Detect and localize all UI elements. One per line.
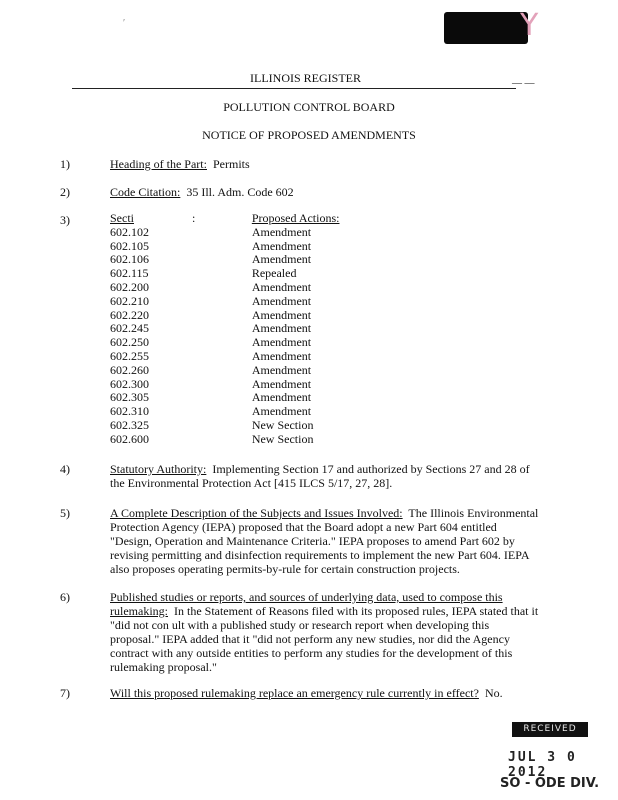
sections-header-left: Secti : — [110, 211, 196, 225]
section-row — [110, 309, 370, 323]
section-row — [110, 336, 370, 350]
item-5-line2: Protection Agency (IEPA) proposed that the Board adopt a new Part 604 entitled — [110, 520, 497, 534]
item-6-number: 6) — [60, 590, 70, 604]
section-action: Amendment — [251, 335, 312, 350]
item-7-number: 7) — [60, 686, 70, 700]
item-1-label: Heading of the Part: — [110, 157, 207, 171]
section-action: New Section — [251, 431, 314, 446]
item-1-text: Permits — [212, 157, 250, 171]
item-5-line1: The Illinois Environmental — [408, 506, 539, 520]
section-number: 602.250 — [110, 335, 149, 350]
section-action: Amendment — [251, 376, 312, 391]
item-5 — [110, 506, 550, 576]
item-6-line5: contract with any outside entities to perform any studies for the development of this — [110, 646, 513, 660]
section-action: Amendment — [251, 279, 312, 294]
sections-table — [110, 212, 370, 447]
section-row — [110, 433, 370, 447]
item-6-line3: "did not con ult with a published study or research report when developing this — [110, 618, 490, 632]
sections-table-header — [110, 212, 370, 226]
item-6-line6: rulemaking proposal." — [110, 660, 217, 674]
item-5-label: A Complete Description of the Subjects and Issues Involved: — [110, 506, 403, 520]
section-row — [110, 295, 370, 309]
date-stamp: JUL 3 0 2012 — [508, 750, 577, 780]
section-row — [110, 419, 370, 433]
register-title: ILLINOIS REGISTER — [250, 71, 361, 85]
item-2-label: Code Citation: — [110, 185, 181, 199]
section-row — [110, 267, 370, 281]
section-row — [110, 350, 370, 364]
item-3-number: 3) — [60, 213, 70, 227]
section-number: 602.305 — [110, 390, 149, 405]
section-number: 602.255 — [110, 348, 149, 363]
section-number: 602.260 — [110, 362, 149, 377]
sections-rows — [110, 226, 370, 447]
item-1-number: 1) — [60, 157, 70, 171]
section-action: Amendment — [251, 404, 312, 419]
section-action: Amendment — [251, 224, 312, 239]
item-5-number: 5) — [60, 506, 70, 520]
section-action: Amendment — [251, 390, 312, 405]
item-5-line3: "Design, Operation and Maintenance Criteria." IEPA proposes to amend Part 602 by — [110, 534, 515, 548]
section-action: New Section — [251, 417, 314, 432]
sections-header-right: Proposed Actions: — [251, 211, 340, 225]
section-row — [110, 253, 370, 267]
item-5-line4: revising permitting and disinfection requirements to implement the new Part 604. IEPA — [110, 548, 530, 562]
item-6 — [110, 590, 550, 674]
section-number: 602.115 — [110, 266, 149, 281]
section-row — [110, 364, 370, 378]
section-number: 602.106 — [110, 252, 149, 267]
item-4-line2: the Environmental Protection Act [415 ILCS 5/17, 27, 28]. — [110, 476, 393, 490]
section-action: Amendment — [251, 238, 312, 253]
section-row — [110, 240, 370, 254]
board-title: POLLUTION CONTROL BOARD — [223, 100, 395, 114]
section-action: Amendment — [251, 362, 312, 377]
section-number: 602.220 — [110, 307, 149, 322]
received-stamp: RECEIVED — [512, 722, 588, 737]
scan-mark: ′ — [123, 18, 126, 29]
item-7-answer: No. — [484, 686, 503, 700]
section-number: 602.300 — [110, 376, 149, 391]
section-number: 602.105 — [110, 238, 149, 253]
notice-title: NOTICE OF PROPOSED AMENDMENTS — [202, 128, 416, 142]
item-1 — [110, 157, 250, 172]
section-action: Amendment — [251, 252, 312, 267]
section-number: 602.325 — [110, 417, 149, 432]
section-row — [110, 405, 370, 419]
item-4-line1: Implementing Section 17 and authorized by Sections 27 and 28 of — [212, 462, 530, 476]
section-action: Amendment — [251, 293, 312, 308]
item-6-label-2: rulemaking: — [110, 604, 168, 618]
item-4 — [110, 462, 550, 490]
item-2 — [110, 185, 294, 200]
section-action: Amendment — [251, 348, 312, 363]
item-7-label: Will this proposed rulemaking replace an emergency rule currently in effect? — [110, 686, 479, 700]
section-number: 602.310 — [110, 404, 149, 419]
section-row — [110, 322, 370, 336]
item-6-label-1: Published studies or reports, and sources of underlying data, used to compose this — [110, 590, 503, 604]
item-6-line2: In the Statement of Reasons filed with its proposed rules, IEPA stated that it — [173, 604, 539, 618]
section-action: Amendment — [251, 321, 312, 336]
section-action: Amendment — [251, 307, 312, 322]
section-number: 602.600 — [110, 431, 149, 446]
section-number: 602.102 — [110, 224, 149, 239]
section-row — [110, 378, 370, 392]
header-dash: — — — [512, 78, 535, 89]
header-rule — [72, 88, 516, 89]
section-row — [110, 281, 370, 295]
item-6-line4: proposal." IEPA added that it "did not perform any new studies, nor did the Agency — [110, 632, 510, 646]
item-2-number: 2) — [60, 185, 70, 199]
item-5-line5: also proposes operating permits-by-rule for certain construction projects. — [110, 562, 460, 576]
division-stamp: SO - ODE DIV. — [500, 776, 600, 791]
section-action: Repealed — [251, 266, 297, 281]
section-number: 602.200 — [110, 279, 149, 294]
item-7 — [110, 686, 550, 700]
section-number: 602.245 — [110, 321, 149, 336]
section-number: 602.210 — [110, 293, 149, 308]
section-row — [110, 391, 370, 405]
stamp-letter: Y — [520, 8, 539, 43]
item-2-text: 35 Ill. Adm. Code 602 — [186, 185, 294, 199]
redaction-stamp — [444, 12, 528, 44]
item-4-label: Statutory Authority: — [110, 462, 207, 476]
item-4-number: 4) — [60, 462, 70, 476]
section-row — [110, 226, 370, 240]
